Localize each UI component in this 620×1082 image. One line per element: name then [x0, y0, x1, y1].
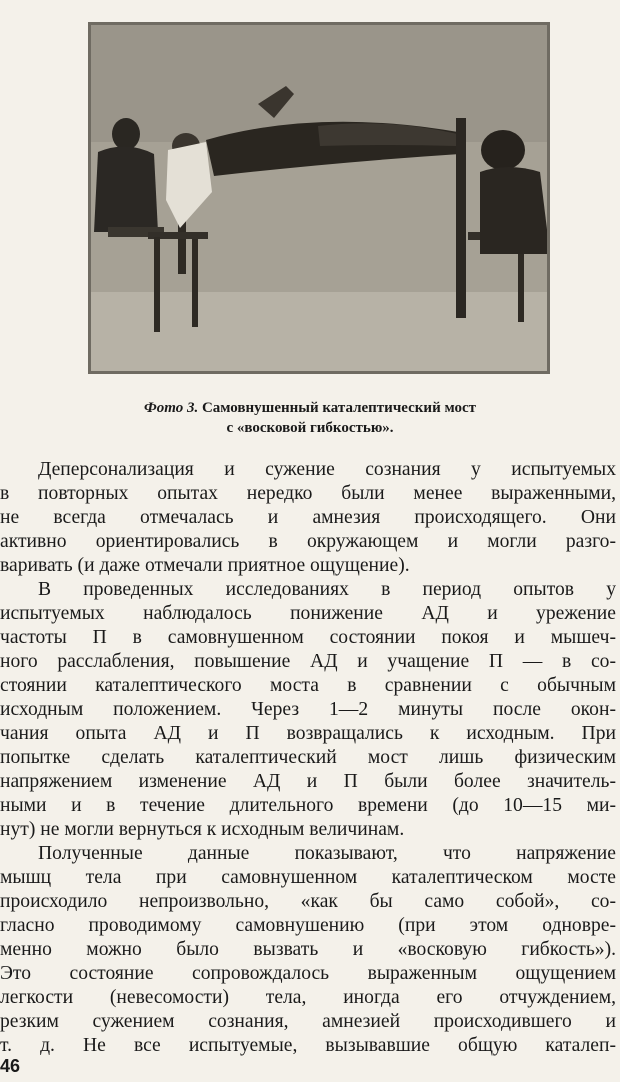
- text-line: напряжением изменение АД и П были более значитель-: [0, 771, 616, 792]
- text-line: ными и в течение длительного времени (до 10—15 ми-: [0, 795, 616, 816]
- page-number: 46: [0, 1056, 21, 1076]
- text-line: попытке сделать каталептический мост лишь физическим: [0, 747, 616, 768]
- caption-line-1: [60, 398, 560, 418]
- text-line: В проведенных исследованиях в период опытов у: [38, 579, 616, 600]
- caption-lead: Фото 3.: [143, 400, 199, 416]
- text-line: варивать (и даже отмечали приятное ощущение).: [0, 555, 410, 576]
- text-line: т. д. Не все испытуемые, вызывавшие общую каталеп-: [0, 1035, 616, 1056]
- photo-catalepsy-bridge: [88, 22, 550, 374]
- text-line: испытуемых наблюдалось понижение АД и урежение: [0, 603, 616, 624]
- caption-line-2: с «восковой гибкостью».: [226, 420, 394, 436]
- text-line: Деперсонализация и сужение сознания у испытуемых: [38, 459, 616, 480]
- text-line: менно можно было вызвать и «восковую гибкость»).: [0, 939, 616, 960]
- text-line: активно ориентировались в окружающем и могли разго-: [0, 531, 616, 552]
- text-line: происходило непроизвольно, «как бы само собой», со-: [0, 891, 616, 912]
- text-line: Это состояние сопровождалось выраженным ощущением: [0, 963, 616, 984]
- text-line: стоянии каталептического моста в сравнении с обычным: [0, 675, 616, 696]
- text-line: в повторных опытах нередко были менее выраженными,: [0, 483, 616, 504]
- paragraph-1: [0, 458, 616, 578]
- paragraph-2: [0, 578, 616, 842]
- photo-caption: [60, 398, 560, 438]
- text-line: гласно проводимому самовнушению (при этом одновре-: [0, 915, 616, 936]
- text-line: ного расслабления, повышение АД и учащение П — в со-: [0, 651, 616, 672]
- text-line: частоты П в самовнушенном состоянии покоя и мышеч-: [0, 627, 616, 648]
- text-line: мышц тела при самовнушенном каталептическом мосте: [0, 867, 616, 888]
- text-line: нут) не могли вернуться к исходным величинам.: [0, 819, 405, 840]
- text-line: Полученные данные показывают, что напряжение: [38, 843, 616, 864]
- caption-rest: Самовнушенный каталептический мост: [198, 400, 477, 416]
- photo-illustration: [88, 22, 550, 374]
- text-line: резким сужением сознания, амнезией происходившего и: [0, 1011, 616, 1032]
- paragraph-3: [0, 842, 616, 1058]
- text-line: легкости (невесомости) тела, иногда его отчуждением,: [0, 987, 616, 1008]
- text-line: исходным положением. Через 1—2 минуты после окон-: [0, 699, 616, 720]
- body-text: [0, 458, 616, 1058]
- text-line: не всегда отмечалась и амнезия происходящего. Они: [0, 507, 616, 528]
- text-line: чания опыта АД и П возвращались к исходным. При: [0, 723, 616, 744]
